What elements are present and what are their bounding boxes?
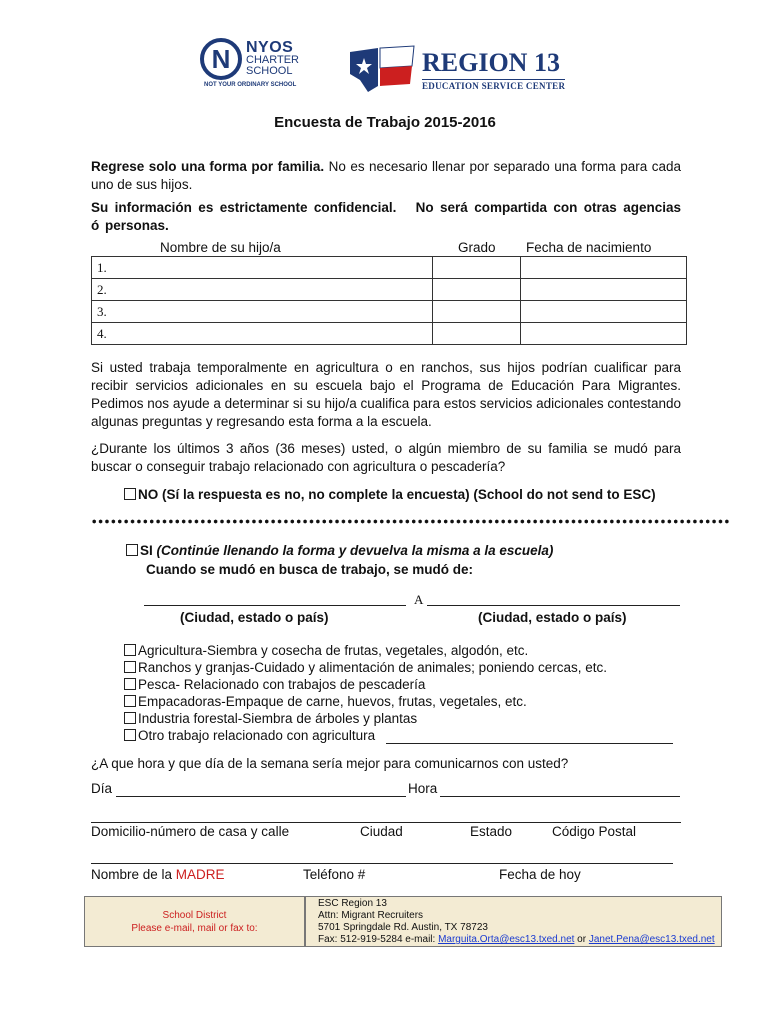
texas-flag-icon xyxy=(348,44,418,94)
dotted-divider xyxy=(91,519,731,524)
col-header-grade: Grado xyxy=(458,240,496,255)
nyos-mark-icon: N xyxy=(200,38,242,80)
child-name-cell[interactable]: 3. xyxy=(92,301,433,323)
intro-text: Regrese solo una forma por familia. No es necesario llenar por separado una forma para cada uno de sus hijos. xyxy=(91,159,681,192)
page-title: Encuesta de Trabajo 2015-2016 xyxy=(274,114,496,131)
email-link-orta[interactable]: Marguita.Orta@esc13.txed.net xyxy=(438,934,575,945)
mother-info-field[interactable] xyxy=(91,849,673,864)
footer-attn: Attn: Migrant Recruiters xyxy=(318,910,424,921)
children-table xyxy=(91,256,687,345)
email-link-pena[interactable]: Janet.Pena@esc13.txed.net xyxy=(588,934,715,945)
child-grade-cell[interactable] xyxy=(433,323,521,345)
nyos-subtitle: CHARTER SCHOOL xyxy=(246,54,299,77)
hora-label: Hora xyxy=(408,781,438,796)
footer-esc-name: ESC Region 13 xyxy=(318,898,387,909)
child-dob-cell[interactable] xyxy=(521,323,687,345)
work-type-item[interactable]: Pesca- Relacionado con trabajos de pescadería xyxy=(124,676,607,693)
nyos-name: NYOS xyxy=(246,39,294,56)
moved-to-field[interactable] xyxy=(427,592,680,606)
to-word: A xyxy=(414,592,424,607)
child-grade-cell[interactable] xyxy=(433,279,521,301)
checkbox-no[interactable] xyxy=(124,488,136,500)
nyos-tagline: NOT YOUR ORDINARY SCHOOL xyxy=(204,82,297,88)
footer-esc-box xyxy=(305,896,722,947)
child-grade-cell[interactable] xyxy=(433,257,521,279)
child-dob-cell[interactable] xyxy=(521,301,687,323)
region13-logo xyxy=(348,44,578,96)
moved-prompt: Cuando se mudó en busca de trabajo, se mudó de: xyxy=(146,562,474,577)
footer-send-instructions: Please e-mail, mail or fax to: xyxy=(131,922,258,934)
child-name-cell[interactable]: 1. xyxy=(92,257,433,279)
child-grade-cell[interactable] xyxy=(433,301,521,323)
footer-school-box xyxy=(84,896,305,947)
work-type-item[interactable]: Ranchos y granjas-Cuidado y alimentación de animales; poniendo cercas, etc. xyxy=(124,659,607,676)
domicilio-label: Domicilio-número de casa y calle xyxy=(91,824,290,839)
footer-school-district: School District xyxy=(162,909,227,921)
place-label-to: (Ciudad, estado o país) xyxy=(478,610,627,625)
program-text: Si usted trabaja temporalmente en agricultura o en ranchos, sus hijos podrían cualificar para recibir servicios adicionales en su escuela bajo el Programa de Educación Para Migrantes. Pedimos nos ayude a determinar si su hijo/a cualifica para estos servicios adicionales contestando algunas preguntas y regresando esta forma a la escuela. xyxy=(91,360,681,429)
option-no[interactable]: NO (Sí la respuesta es no, no complete la encuesta) (School do not send to ESC) xyxy=(124,487,656,502)
footer-contact: Fax: 512-919-5284 e-mail: Marguita.Orta@esc13.txed.net or Janet.Pena@esc13.txed.net xyxy=(318,934,715,945)
other-work-field[interactable] xyxy=(386,730,673,744)
fecha-label: Fecha de hoy xyxy=(499,867,581,882)
checkbox[interactable] xyxy=(124,695,136,707)
nyos-logo xyxy=(200,38,310,90)
mother-label: Nombre de la MADRE xyxy=(91,867,225,882)
checkbox[interactable] xyxy=(124,678,136,690)
table-row xyxy=(92,301,687,323)
work-type-item[interactable]: Agricultura-Siembra y cosecha de frutas, vegetales, algodón, etc. xyxy=(124,642,607,659)
work-type-item[interactable]: Industria forestal-Siembra de árboles y plantas xyxy=(124,710,607,727)
child-name-cell[interactable]: 2. xyxy=(92,279,433,301)
estado-label: Estado xyxy=(470,824,513,839)
checkbox[interactable] xyxy=(124,644,136,656)
ciudad-label: Ciudad xyxy=(360,824,403,839)
child-name-cell[interactable]: 4. xyxy=(92,323,433,345)
telefono-label: Teléfono # xyxy=(303,867,366,882)
dia-label: Día xyxy=(91,781,113,796)
contact-question: ¿A que hora y que día de la semana sería mejor para comunicarnos con usted? xyxy=(91,756,569,771)
footer-address: 5701 Springdale Rd. Austin, TX 78723 xyxy=(318,922,488,933)
region-name: REGION 13 xyxy=(422,48,560,77)
codigo-label: Código Postal xyxy=(552,824,637,839)
child-dob-cell[interactable] xyxy=(521,279,687,301)
confidential-text: Su información es estrictamente confidencial. No será compartida con otras agencias ó personas. xyxy=(91,200,681,233)
checkbox[interactable] xyxy=(124,661,136,673)
table-row xyxy=(92,257,687,279)
address-field[interactable] xyxy=(91,808,681,823)
work-type-list xyxy=(124,642,607,744)
moved-from-field[interactable] xyxy=(144,592,406,606)
place-label-from: (Ciudad, estado o país) xyxy=(180,610,329,625)
option-si[interactable]: SI (Continúe llenando la forma y devuelva la misma a la escuela) xyxy=(126,543,553,558)
dia-field[interactable] xyxy=(116,782,406,797)
question-moved: ¿Durante los últimos 3 años (36 meses) usted, o algún miembro de su familia se mudó para buscar o conseguir trabajo relacionado con agricultura o pescadería? xyxy=(91,441,681,474)
region-subtitle: EDUCATION SERVICE CENTER xyxy=(422,81,566,91)
hora-field[interactable] xyxy=(440,782,680,797)
work-type-item[interactable]: Empacadoras-Empaque de carne, huevos, frutas, vegetales, etc. xyxy=(124,693,607,710)
checkbox[interactable] xyxy=(124,712,136,724)
checkbox-si[interactable] xyxy=(126,544,138,556)
table-row xyxy=(92,279,687,301)
child-dob-cell[interactable] xyxy=(521,257,687,279)
table-row xyxy=(92,323,687,345)
col-header-name: Nombre de su hijo/a xyxy=(160,240,281,255)
checkbox[interactable] xyxy=(124,729,136,741)
work-type-item[interactable]: Otro trabajo relacionado con agricultura xyxy=(124,727,607,744)
col-header-dob: Fecha de nacimiento xyxy=(526,240,652,255)
